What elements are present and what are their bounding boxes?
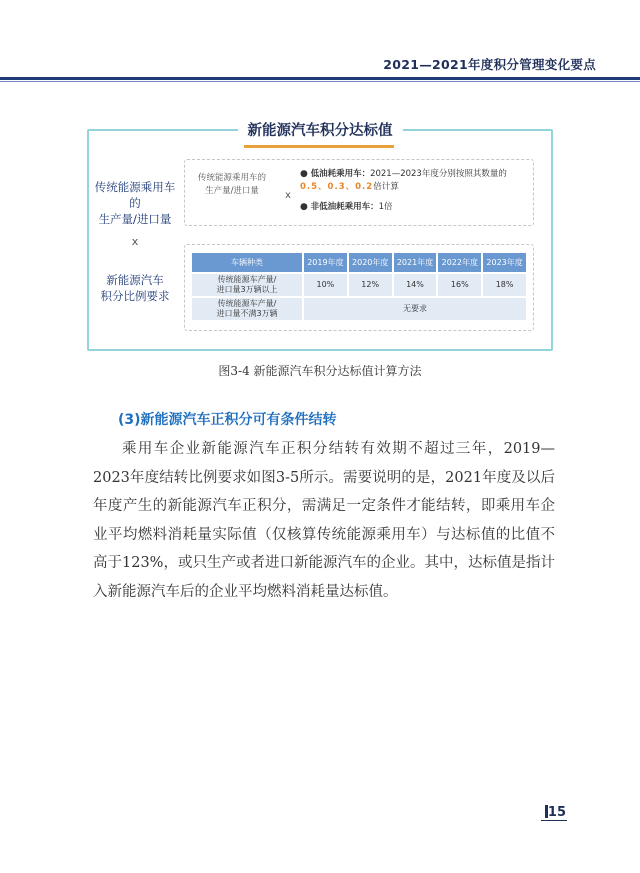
rule-low-fuel-values: 0.5、0.3、0.2 — [300, 182, 374, 192]
rule-normal-fuel — [300, 201, 525, 214]
ratio-requirement-table — [190, 251, 528, 322]
bullet-dot-icon: ● — [300, 202, 308, 212]
rule-low-fuel-prefix: 低油耗乘用车： — [310, 169, 371, 179]
table-row-label: 传统能源车产量/ 进口量不满3万辆 — [192, 298, 302, 320]
page-number: 15 — [547, 805, 566, 820]
table-header-cell: 2021年度 — [394, 253, 437, 272]
table-row — [192, 274, 526, 296]
figure-caption: 图3-4 新能源汽车积分达标值计算方法 — [218, 364, 422, 378]
page-number-rule — [541, 820, 567, 821]
rule-low-fuel-text-a: 2021—2023年度分别按照其数量的 — [370, 169, 507, 179]
table-cell: 10% — [304, 274, 347, 296]
production-calc-box — [184, 159, 534, 226]
figure-frame — [87, 123, 553, 351]
figure-title: 新能源汽车积分达标值 — [238, 119, 403, 140]
rule-low-fuel-text-b: 倍计算 — [373, 182, 399, 192]
left-label-ratio-text: 新能源汽车 积分比例要求 — [100, 273, 170, 303]
bullet-dot-icon: ● — [300, 169, 308, 179]
left-times-symbol: x — [131, 235, 139, 248]
table-cell: 16% — [438, 274, 481, 296]
figure-title-wrap — [89, 119, 551, 140]
table-header-cell: 车辆种类 — [192, 253, 302, 272]
header-rule-thin — [0, 81, 640, 82]
rule-low-fuel — [300, 168, 525, 194]
left-label-production-text: 传统能源乘用车的 生产量/进口量 — [94, 180, 176, 226]
table-cell: 14% — [394, 274, 437, 296]
body-paragraph: 乘用车企业新能源汽车正积分结转有效期不超过三年，2019—2023年度结转比例要求如图3-5所示。需要说明的是，2021年度及以后年度产生的新能源汽车正积分，需满足一定条件才能结转，即乘用车企业平均燃料消耗量实际值（仅核算传统能源乘用车）与达标值的比值不高于123%，或只生产或者进口新能源汽车的企业。其中，达标值是指计入新能源汽车后的企业平均燃料消耗量达标值。 — [93, 441, 555, 600]
production-calc-label: 传统能源乘用车的 生产量/进口量 — [197, 173, 266, 196]
table-merged-cell: 无要求 — [304, 298, 526, 320]
rule-normal-fuel-prefix: 非低油耗乘用车： — [310, 202, 379, 212]
table-header-row — [192, 253, 526, 272]
running-header-title: 2021—2021年度积分管理变化要点 — [383, 57, 596, 72]
left-label-production — [93, 179, 177, 227]
table-header-cell: 2023年度 — [483, 253, 526, 272]
table-header-cell: 2022年度 — [438, 253, 481, 272]
ratio-table-box — [184, 244, 534, 331]
table-header-cell: 2019年度 — [304, 253, 347, 272]
table-row — [192, 298, 526, 320]
figure-title-underline — [244, 145, 394, 148]
left-label-ratio — [93, 272, 177, 304]
table-header-cell: 2020年度 — [349, 253, 392, 272]
table-row-label: 传统能源车产量/ 进口量3万辆以上 — [192, 274, 302, 296]
header-rule — [0, 77, 640, 80]
production-calc-times: x — [285, 190, 291, 201]
production-calc-rules — [300, 168, 525, 214]
section-heading: (3)新能源汽车正积分可有条件结转 — [118, 412, 337, 428]
table-cell: 18% — [483, 274, 526, 296]
rule-normal-fuel-text: 1倍 — [378, 202, 393, 212]
table-cell: 12% — [349, 274, 392, 296]
